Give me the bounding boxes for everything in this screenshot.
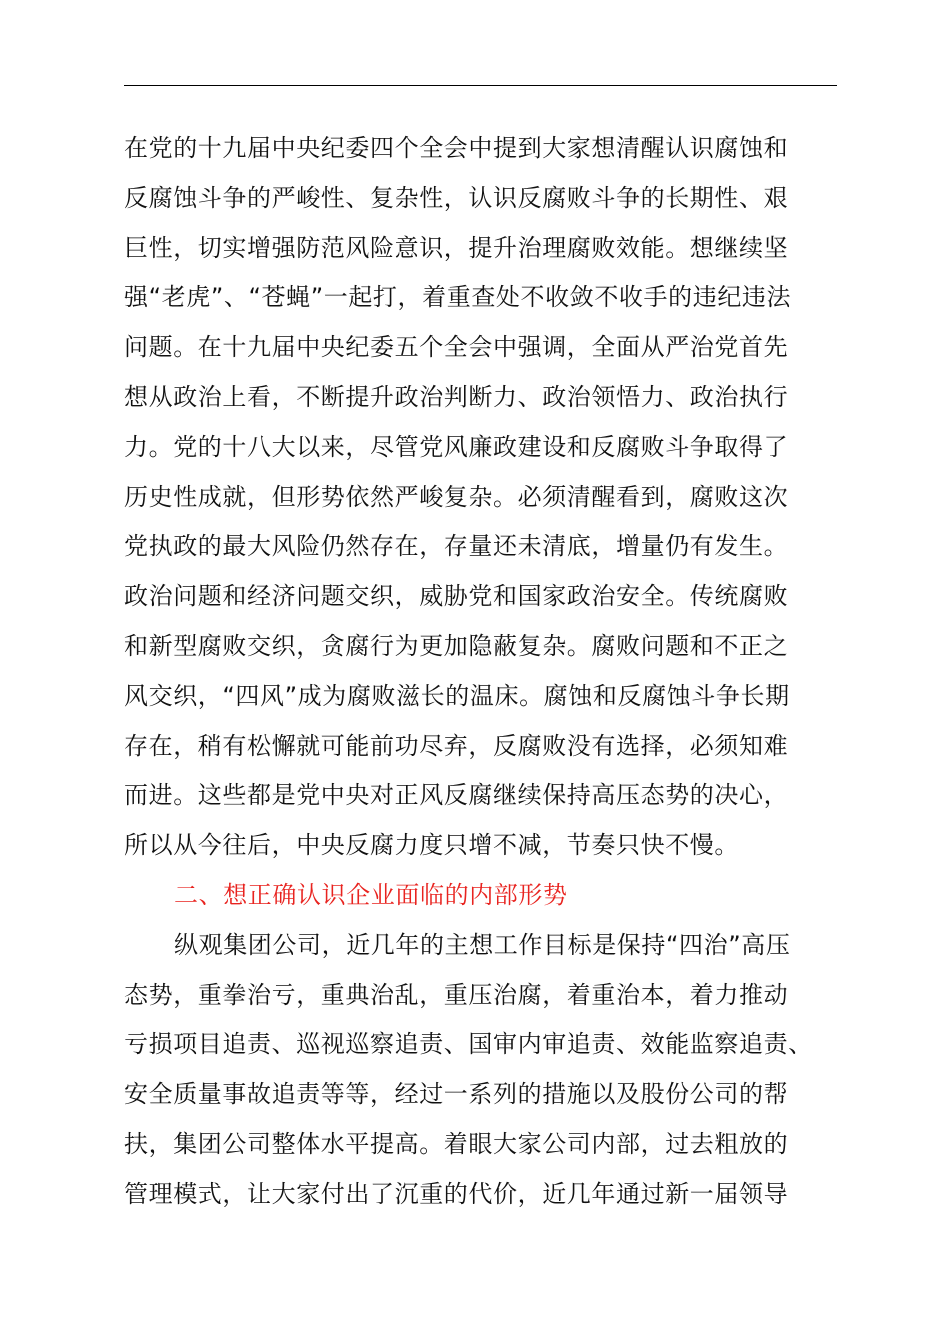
text-line: 纵观集团公司，近几年的主想工作目标是保持“四治”高压 [174,930,791,959]
text-line: 政治问题和经济问题交织，威胁党和国家政治安全。传统腐败 [124,582,789,611]
text-line: 历史性成就，但形势依然严峻复杂。必须清醒看到，腐败这次 [124,482,789,511]
text-line: 想从政治上看，不断提升政治判断力、政治领悟力、政治执行 [124,382,789,411]
text-line: 力。党的十八大以来，尽管党风廉政建设和反腐败斗争取得了 [124,432,789,461]
text-line: 扶，集团公司整体水平提高。着眼大家公司内部，过去粗放的 [124,1129,789,1158]
section-heading: 二、想正确认识企业面临的内部形势 [174,880,568,909]
text-line: 所以从今往后，中央反腐力度只增不减，节奏只快不慢。 [124,831,739,860]
paragraph-2 [124,921,854,1220]
text-line: 问题。在十九届中央纪委五个全会中强调，全面从严治党首先 [124,333,789,362]
text-line: 存在，稍有松懈就可能前功尽弃，反腐败没有选择，必须知难 [124,731,789,760]
text-line: 强“老虎”、“苍蝇”一起打，着重查处不收敛不收手的违纪违法 [124,283,792,312]
text-line: 巨性，切实增强防范风险意识，提升治理腐败效能。想继续坚 [124,233,789,262]
text-line: 亏损项目追责、巡视巡察追责、国审内审追责、效能监察追责、 [124,1030,813,1059]
text-line: 风交织，“四风”成为腐败滋长的温床。腐蚀和反腐蚀斗争长期 [124,681,790,710]
header-rule [124,85,837,86]
text-line: 反腐蚀斗争的严峻性、复杂性，认识反腐败斗争的长期性、艰 [124,183,789,212]
text-line: 在党的十九届中央纪委四个全会中提到大家想清醒认识腐蚀和 [124,134,789,162]
document-body [124,124,854,1220]
text-line: 管理模式，让大家付出了沉重的代价，近几年通过新一届领导 [124,1179,789,1208]
text-line: 党执政的最大风险仍然存在，存量还未清底，增量仍有发生。 [124,532,789,561]
text-line: 态势，重拳治亏，重典治乱，重压治腐，着重治本，着力推动 [124,980,789,1009]
text-line: 安全质量事故追责等等，经过一系列的措施以及股份公司的帮 [124,1080,789,1109]
text-line: 而进。这些都是党中央对正风反腐继续保持高压态势的决心， [124,781,789,810]
paragraph-1 [124,124,854,871]
text-line: 和新型腐败交织，贪腐行为更加隐蔽复杂。腐败问题和不正之 [124,631,789,660]
